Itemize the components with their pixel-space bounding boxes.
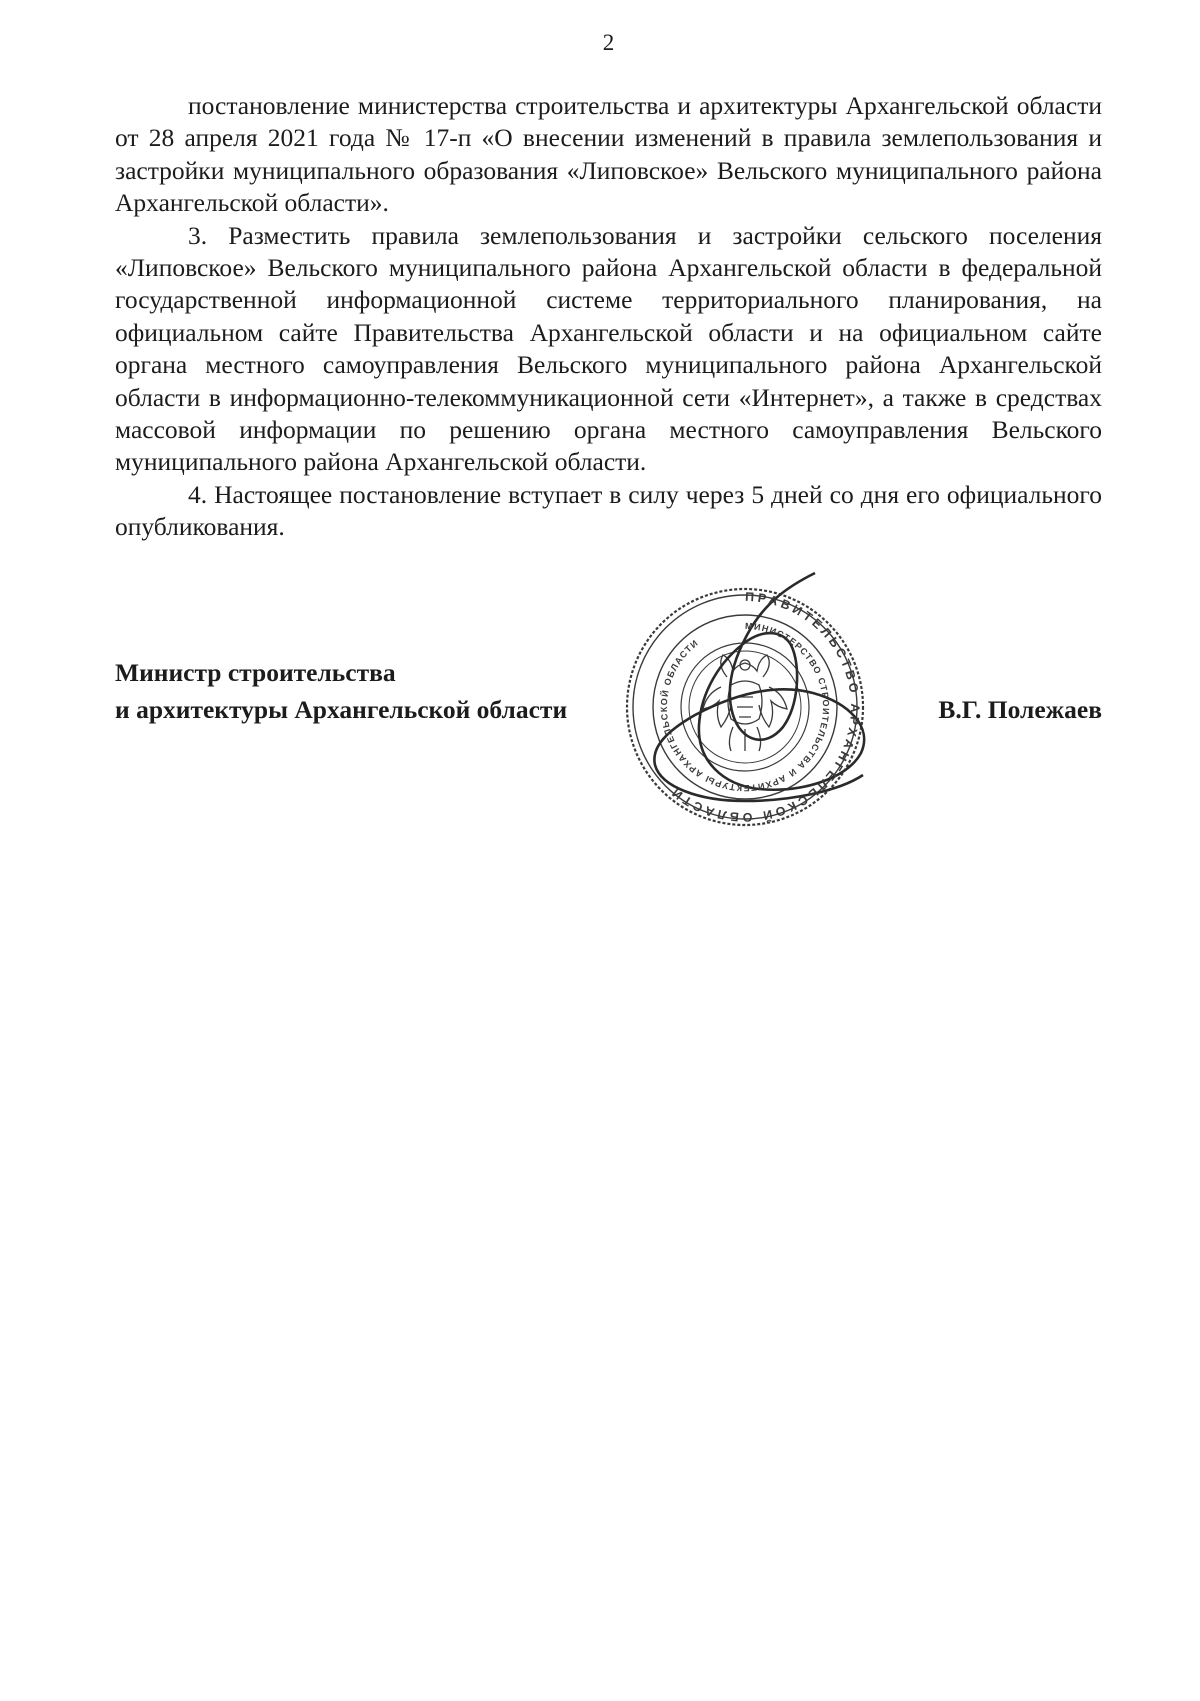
paragraph-item-3: 3. Разместить правила землепользования и застройки сельского поселения «Липовское» Вельского муниципального района Архангельской области в федеральной государственной информационной системе территориального планирования, на официальном сайте Правительства Архангельской области и на официальном сайте органа местного самоуправления Вельского муниципального района Архангельской области в информационно-телекоммуникационной сети «Интернет», а также в средствах массовой информации по решению органа местного самоуправления Вельского муниципального района Архангельской области. xyxy=(115,220,1102,477)
signer-title xyxy=(115,654,635,728)
paragraph-item-4: 4. Настоящее постановление вступает в силу через 5 дней со дня его официального опубликования. xyxy=(115,479,1102,542)
paragraph-continuation: постановление министерства строительства и архитектуры Архангельской области от 28 апреля 2021 года № 17-п «О внесении изменений в правила землепользования и застройки муниципального образования «Липовское» Вельского муниципального района Архангельской области». xyxy=(115,91,1102,218)
official-seal-stamp xyxy=(615,565,875,865)
page-number: 2 xyxy=(602,30,615,55)
stamp-outer-text: ПРАВИТЕЛЬСТВО АРХАНГЕЛЬСКОЙ ОБЛАСТИ xyxy=(666,589,863,825)
signer-title-line-2: и архитектуры Архангельской области xyxy=(115,695,568,724)
stamp-inner-text: МИНИСТЕРСТВО СТРОИТЕЛЬСТВА И АРХИТЕКТУРЫ АРХАНГЕЛЬСКОЙ ОБЛАСТИ xyxy=(658,620,832,794)
signer-title-line-1: Министр строительства xyxy=(115,658,396,687)
document-body xyxy=(115,90,1102,544)
signer-name: В.Г. Полежаев xyxy=(938,695,1102,724)
